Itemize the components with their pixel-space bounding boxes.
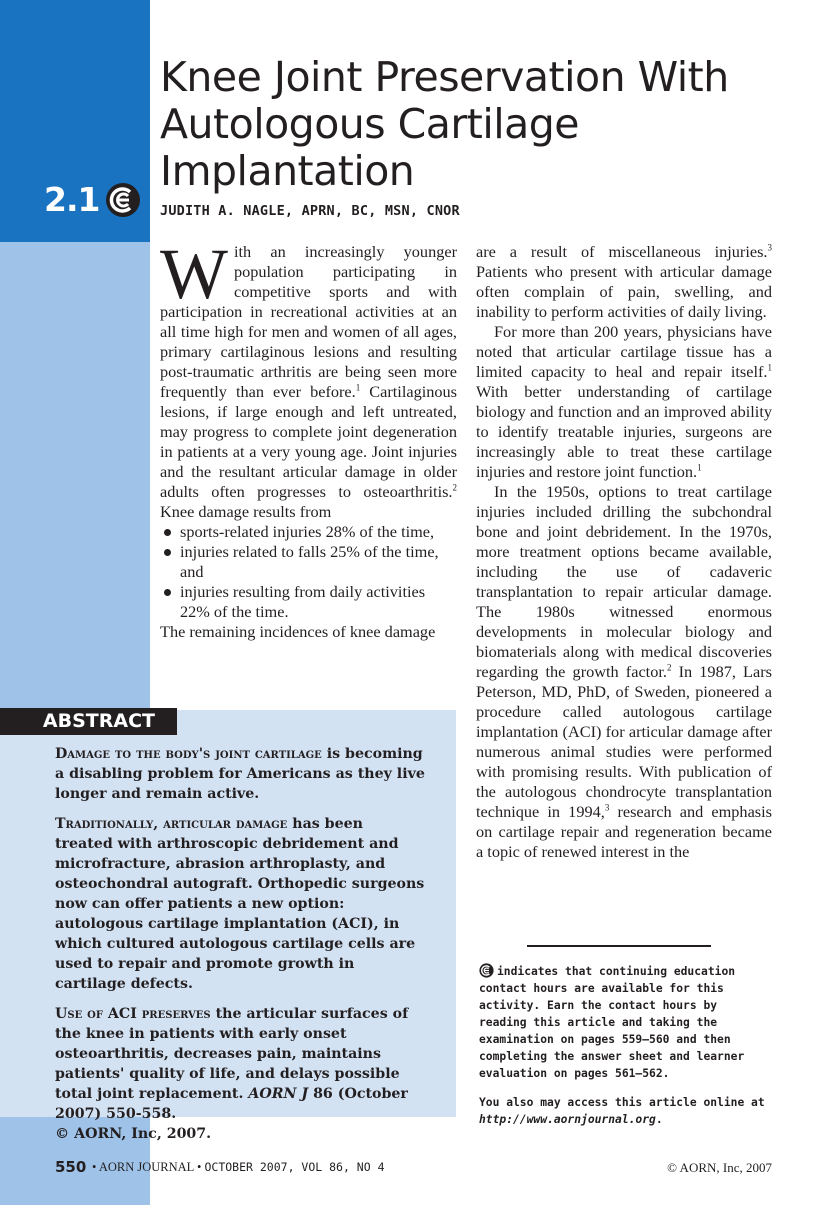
abstract-paragraph: Use of ACI preserves the articular surfaces of the knee in patients with early onset osteoarthritis, decreases pain, maintains patients' quality of life, and delays possible total joint replacement. AORN J 86 (October 2007) 550-558. © AORN, Inc, 2007. [55, 1006, 409, 1142]
section-number: 2.1 [44, 180, 100, 219]
reference-marker: 2 [452, 482, 457, 493]
footnote-divider [527, 945, 711, 947]
page-footer [55, 1158, 772, 1180]
page-number: 550 [55, 1158, 87, 1176]
body-paragraph: In the 1950s, options to treat cartilage injuries included drilling the subchondral bone and joint debridement. In the 1970s, more treatment options became available, including the use of cadaveric transplantation to repair articular damage. The 1980s witnessed enormous developments in molecular biology and biomaterials along with medical discoveries regarding the growth factor.$^2$ In 1987, Lars Peterson, MD, PhD, of Sweden, pioneered a procedure called autologous cartilage implantation (ACI) for articular damage after numerous animal studies were performed with promising results. With publication of the autologous chondrocyte transplantation technique in 1994,$^3$ research and emphasis on cartilage repair and regeneration became a topic of renewed interest in the [476, 482, 772, 861]
continuing-education-icon [105, 182, 141, 218]
intro-paragraph: With an increasingly younger population participating in competitive sports and with participation in recreational activities at an all time high for men and women of all ages, primary cartilaginous lesions and resulting post-traumatic arthritis are being seen more frequently than ever before.$^1$ Cartilaginous lesions, if large enough and left untreated, may progress to complete joint degeneration in patients at a very young age. Joint injuries and the resultant articular damage in older adults often progresses to osteoarthritis.$^2$ Knee damage results from [160, 234, 458, 521]
ce-footnote [479, 963, 769, 1140]
abstract-text [55, 744, 425, 1154]
injury-statistics-list [160, 522, 457, 622]
list-item: injuries related to falls 25% of the time, and [160, 542, 457, 582]
continuing-education-icon [479, 963, 494, 978]
abstract-label: ABSTRACT [0, 708, 177, 735]
abstract-copyright: © AORN, Inc, 2007. [55, 1126, 212, 1142]
list-item: injuries resulting from daily activities 22% of the time. [160, 582, 457, 622]
body-paragraph: For more than 200 years, physicians have noted that articular cartilage tissue has a limited capacity to heal and repair itself.$^1$ With better understanding of cartilage biology and function and an improved ability to identify treatable injuries, surgeons are increasingly able to treat these cartilage injuries and restore joint function.$^1$ [476, 322, 772, 481]
author-byline: JUDITH A. NAGLE, APRN, BC, MSN, CNOR [160, 203, 460, 219]
article-title: Knee Joint Preservation With Autologous Cartilage Implantation [160, 53, 729, 195]
abstract-paragraph: Traditionally, articular damage has been treated with arthroscopic debridement and microfracture, abrasion arthroplasty, and osteochondral autograft. Orthopedic surgeons now can offer patients a new option: autologous cartilage implantation (ACI), in which cultured autologous cartilage cells are used to repair and promote growth in cartilage defects. [55, 816, 425, 992]
body-paragraph: are a result of miscellaneous injuries.$^3$ Patients who present with articular damage often complain of pain, swelling, and inability to perform activities of daily living. [476, 242, 772, 321]
list-item: sports-related injuries 28% of the time, [160, 522, 457, 542]
online-note: You also may access this article online at http://www.aornjournal.org. [479, 1096, 765, 1126]
journal-info: • AORN JOURNAL • OCTOBER 2007, VOL 86, NO 4 [92, 1160, 385, 1174]
reference-marker: 3 [767, 242, 772, 253]
reference-marker: 2 [666, 662, 672, 673]
body-column-left [160, 234, 458, 642]
reference-marker: 1 [697, 462, 702, 473]
body-column-right [476, 242, 772, 862]
reference-marker: 1 [355, 382, 361, 393]
abstract-paragraph: Damage to the body's joint cartilage is becoming a disabling problem for Americans as they live longer and remain active. [55, 746, 425, 802]
reference-marker: 3 [604, 802, 610, 813]
journal-url-link[interactable]: http://www.aornjournal.org [479, 1113, 656, 1126]
left-color-band [0, 242, 150, 710]
drop-cap: W [160, 234, 228, 314]
closing-sentence: The remaining incidences of knee damage [160, 622, 436, 641]
citation-journal: AORN J [248, 1086, 309, 1102]
footer-copyright: © AORN, Inc, 2007 [667, 1160, 772, 1175]
journal-name: AORN JOURNAL [98, 1160, 194, 1174]
ce-note: indicates that continuing education contact hours are available for this activity. Earn the contact hours by reading this article and taking the examination on pages 559–560 and then completing the answer sheet and learner evaluation on pages 561–562. [479, 965, 745, 1080]
issue-info: OCTOBER 2007, VOL 86, NO 4 [204, 1160, 385, 1174]
reference-marker: 1 [767, 362, 772, 373]
